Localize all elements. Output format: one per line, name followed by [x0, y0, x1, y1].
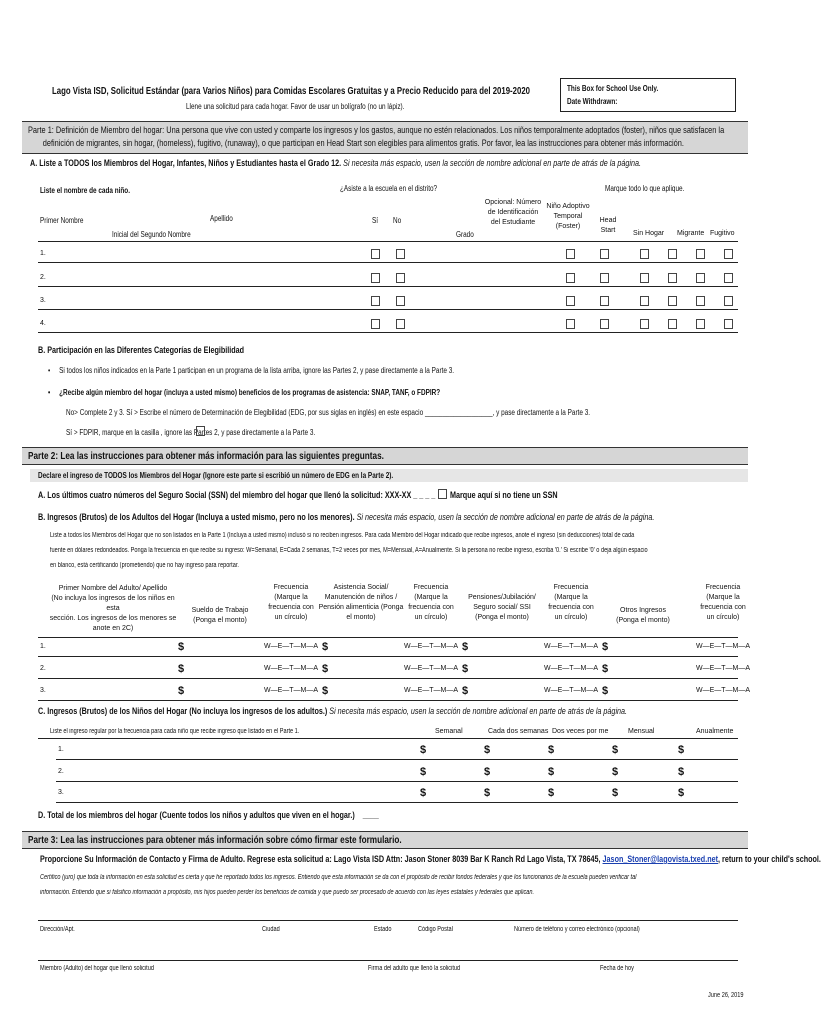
dollar-sign: $ [420, 766, 427, 778]
part1-a-title: A. Liste a TODOS los Miembros del Hogar, Infantes, Niños y Estudiantes hasta el Grado 12. Si necesita más espacio, usen la sección de nombre adicional en parte de atrás de la página. [30, 158, 641, 168]
dollar-sign: $ [602, 663, 609, 675]
adult-row-line [38, 656, 738, 657]
state-label: Estado [374, 926, 392, 933]
child-row-checkbox[interactable] [724, 319, 733, 329]
child-row-number: 4. [40, 320, 46, 327]
frequency-col-line: Frecuencia [413, 584, 449, 591]
contact-email-link[interactable]: Jason_Stoner@lagovista.txed.net [602, 854, 719, 864]
part1-b-bullet2: • ¿Recibe algún miembro del hogar (incluya a usted mismo) beneficios de los programas de asistencia: SNAP, TANF, o FDPIR? [48, 388, 441, 397]
adult-row-line [38, 678, 738, 679]
dollar-sign: $ [462, 641, 469, 653]
form-title: Lago Vista ISD, Solicitud Estándar (para Varios Niños) para Comidas Escolares Gratuitas y a Precio Reducido para del 2019-2020 [52, 86, 531, 97]
pension-col: Pensiones/Jubilación/ Seguro social/ SSI (Ponga el monto) [468, 594, 536, 621]
part2-b-title: B. Ingresos (Brutos) de los Adultos del Hogar (Incluya a usted mismo, pero no los menores). Si necesita más espacio, usen la sección de nombre adicional en parte de atrás de la página. [38, 512, 655, 522]
certify-1: Certifico (juro) que toda la información en esta solicitud es cierta y que he reportado todos los ingresos. Entiendo que esta información se da con el propósito de recibir fondos federales y que los funcionarios de la escuela pueden verificar tal [40, 874, 637, 881]
frequency-col-line: (Marque la [554, 594, 588, 601]
contact-line: Proporcione Su Información de Contacto y Firma de Adulto. Regrese esta solicitud a: Lago Vista ISD Attn: Jason Stoner 8039 Bar K Ranch Rd Lago Vista, TX 78645, Jason_Stoner@lagovista.txed.net, return to your child's school. [40, 854, 821, 864]
zip-label: Código Postal [418, 926, 453, 933]
part1-b-text1: Si todos los niños indicados en la Parte 1 participan en un programa de la lista arriba, ignore las Partes 2, y pase directamente a la Parte 3. [59, 366, 455, 375]
child-row-number: 1. [40, 250, 46, 257]
adult-row-line [38, 700, 738, 701]
child-row-checkbox[interactable] [668, 296, 677, 306]
salary-col: Sueldo de Trabajo (Ponga el monto) [191, 607, 249, 624]
dollar-sign: $ [178, 641, 185, 653]
child-row-checkbox[interactable] [600, 296, 609, 306]
child-row-checkbox[interactable] [640, 273, 649, 283]
child-row-line [38, 262, 738, 263]
child-row-checkbox[interactable] [668, 319, 677, 329]
dollar-sign: $ [612, 766, 619, 778]
dollar-sign: $ [322, 641, 329, 653]
dollar-sign: $ [548, 744, 555, 756]
signature-label: Firma del adulto que llenó la solicitud [368, 965, 461, 972]
dollar-sign: $ [322, 663, 329, 675]
adult-name-col: Primer Nombre del Adulto/ Apellido (No incluya los ingresos de los niños en esta sección. Los ingresos de los menores se anote en 2C) [49, 585, 177, 632]
support-col: Asistencia Social/ Manutención de niños / Pensión alimenticia (Ponga el monto) [318, 584, 404, 621]
today-date-label: Fecha de hoy [600, 965, 634, 972]
b-instr-1: Liste a todos los Miembros del Hogar que no son listados en la Parte 1 (Incluya a usted mismo) inclusó si no reciben ingresos. Para cada Miembro del Hogar indicado que recibe ingresos, anote el ingreso (sin deducciones) total de cada [50, 532, 635, 539]
frequency-col-line: un círculo) [274, 614, 308, 621]
frequency-col-line: Frecuencia [273, 584, 309, 591]
dollar-sign: $ [462, 685, 469, 697]
dollar-sign: $ [612, 744, 619, 756]
migrant-col: Migrante [677, 230, 705, 237]
child-row-checkbox[interactable] [600, 319, 609, 329]
dollar-sign: $ [612, 787, 619, 799]
child-row-checkbox[interactable] [371, 273, 380, 283]
dollar-sign: $ [484, 766, 491, 778]
no-ssn-checkbox[interactable] [438, 489, 447, 499]
frequency-col-line: frecuencia con [548, 604, 594, 611]
declare-text: Declare el ingreso de TODOS los Miembros del Hogar (Ignore este parte si escribió un número de EDG en la Parte 2). [38, 471, 394, 480]
child-income-col: Semanal [435, 728, 463, 735]
ssn-label: A. Los últimos cuatro números del Seguro Social (SSN) del miembro del hogar que llenó la solicitud: XXX-XX _ _ _ _ [38, 490, 436, 500]
child-row-checkbox[interactable] [724, 249, 733, 259]
part3-heading-text: Parte 3: Lea las instrucciones para obtener más información sobre cómo firmar este formulario. [28, 835, 402, 846]
child-row-checkbox[interactable] [371, 319, 380, 329]
frequency-options[interactable]: W—E—T—M—A [403, 643, 459, 650]
dollar-sign: $ [678, 787, 685, 799]
school-use-label: This Box for School Use Only. [567, 84, 659, 93]
runaway-col: Fugitivo [710, 230, 735, 237]
child-income-row-line [56, 781, 738, 782]
b-instr-2: fuente en dólares redondeados. Ponga la frecuencia en que recibe su ingreso: W=Semanal, E=Cada 2 semanas, T=2 veces por mes, M=Mensual, A=Anualmente. Si la persona no recibe ingreso, escriba '0.' Si escribe '0' o deja algún espacio [50, 547, 648, 554]
child-row-checkbox[interactable] [640, 249, 649, 259]
frequency-options[interactable]: W—E—T—M—A [695, 665, 751, 672]
dollar-sign: $ [484, 744, 491, 756]
part1-b-text2: ¿Recibe algún miembro del hogar (incluya a usted mismo) beneficios de los programas de asistencia: SNAP, TANF, o FDPIR? [59, 388, 441, 397]
frequency-col-line: un círculo) [414, 614, 448, 621]
child-income-row-number: 3. [58, 789, 64, 796]
mark-all-label: Marque todo lo que aplique. [605, 184, 685, 193]
child-income-row-line [56, 759, 738, 760]
part1-heading-line2: definición de migrantes, sin hogar, (homeless), fugitivo, (runaway), o que participan en Head Start son elegibles para alimentos gratis. Por favor, lea las instrucciones para obtener más información. [42, 138, 684, 148]
frequency-col-header [540, 583, 602, 623]
dollar-sign: $ [178, 663, 185, 675]
frequency-col-line: frecuencia con [268, 604, 314, 611]
frequency-options[interactable]: W—E—T—M—A [543, 643, 599, 650]
school-yes-col: Sí [372, 216, 379, 225]
child-row-checkbox[interactable] [668, 273, 677, 283]
frequency-options[interactable]: W—E—T—M—A [695, 687, 751, 694]
school-use-box [560, 78, 736, 112]
part2-heading-text: Parte 2: Lea las instrucciones para obtener más información para las siguientes preguntas. [28, 451, 384, 462]
frequency-options[interactable]: W—E—T—M—A [543, 687, 599, 694]
dollar-sign: $ [178, 685, 185, 697]
middle-initial-col: Inicial del Segundo Nombre [112, 230, 191, 239]
part1-b-bullet1: • Si todos los niños indicados en la Parte 1 participan en un programa de la lista arriba, ignore las Partes 2, y pase directamente a la Parte 3. [48, 366, 455, 375]
member-sign-label: Miembro (Adulto) del hogar que llenó solicitud [40, 965, 154, 972]
dollar-sign: $ [548, 766, 555, 778]
first-name-col: Primer Nombre [40, 216, 84, 225]
child-row-checkbox[interactable] [696, 319, 705, 329]
part1-b-title: B. Participación en las Diferentes Categorías de Elegibilidad [38, 345, 245, 355]
frequency-options[interactable]: W—E—T—M—A [263, 643, 319, 650]
part1-b-line4: Sí > FDPIR, marque en la casilla , ignore las Partes 2, y pase directamente a la Parte 3. [66, 428, 316, 437]
last-name-col: Apellido [210, 214, 233, 223]
phone-label: Número de teléfono y correo electrónico (opcional) [514, 926, 640, 933]
child-row-checkbox[interactable] [696, 273, 705, 283]
date-withdrawn-label: Date Withdrawn: [567, 97, 618, 106]
c-instr: Liste el ingreso regular por la frecuencia para cada niño que recibe ingreso que listado en el Parte 1. [50, 728, 300, 735]
school-no-col: No [393, 216, 402, 225]
school-question: ¿Asiste a la escuela en el distrito? [340, 184, 438, 193]
dollar-sign: $ [420, 787, 427, 799]
child-row-checkbox[interactable] [396, 249, 405, 259]
child-income-col: Anualmente [696, 728, 734, 735]
child-row-checkbox[interactable] [668, 249, 677, 259]
child-income-col: Dos veces por me [552, 728, 609, 735]
foster-col: Niño Adoptivo Temporal (Foster) [546, 203, 590, 230]
adult-row-number: 3. [40, 687, 46, 694]
child-income-row-number: 2. [58, 768, 64, 775]
frequency-options[interactable]: W—E—T—M—A [695, 643, 751, 650]
frequency-options[interactable]: W—E—T—M—A [543, 665, 599, 672]
child-row-line [38, 332, 738, 333]
grade-col: Grado [456, 230, 474, 239]
child-row-checkbox[interactable] [724, 296, 733, 306]
child-income-row-line [56, 802, 738, 803]
child-row-checkbox[interactable] [696, 296, 705, 306]
frequency-options[interactable]: W—E—T—M—A [263, 665, 319, 672]
frequency-options[interactable]: W—E—T—M—A [403, 665, 459, 672]
part2-heading [22, 447, 748, 465]
part1-heading-line1: Parte 1: Definición de Miembro del hogar: Una persona que vive con usted y comparte los ingresos y los gastos, aunque no estén relacionados. Los niños temporalmente adoptados (foster), niños que satisfacen la [28, 125, 725, 135]
list-name-label: Liste el nombre de cada niño. [40, 186, 130, 195]
other-income-col: Otros Ingresos (Ponga el monto) [616, 607, 670, 624]
child-row-number: 3. [40, 297, 46, 304]
child-row-line [38, 309, 738, 310]
dollar-sign: $ [678, 766, 685, 778]
child-row-line [38, 286, 738, 287]
certify-2: información. Entiendo que si falsifico información a propósito, mis hijos pueden perder los beneficios de comida y que puedo ser procesado de acuerdo con las leyes estatales y federales que aplican. [40, 889, 535, 896]
frequency-col-line: Frecuencia [705, 584, 741, 591]
b-instr-3: en blanco, está certificando (prometiendo) que no hay ingreso para reportar. [50, 562, 239, 569]
frequency-col-line: un círculo) [706, 614, 740, 621]
part1-b-line3: No> Complete 2 y 3. Sí > Escribe el número de Determinación de Elegibilidad (EDG, por sus siglas en inglés) en este espacio ___________________, y pase directamente a la Parte 3. [66, 408, 591, 417]
child-income-col: Mensual [628, 728, 655, 735]
frequency-col-line: Frecuencia [553, 584, 589, 591]
frequency-col-line: (Marque la [274, 594, 308, 601]
child-row-checkbox[interactable] [724, 273, 733, 283]
ssn-line [38, 490, 435, 500]
child-row-checkbox[interactable] [696, 249, 705, 259]
child-row-checkbox[interactable] [396, 273, 405, 283]
homeless-col: Sin Hogar [633, 230, 665, 237]
part3-heading [22, 831, 748, 849]
adult-row-number: 1. [40, 643, 46, 650]
dollar-sign: $ [322, 685, 329, 697]
child-row-checkbox[interactable] [396, 319, 405, 329]
footer-date: June 26, 2019 [708, 992, 744, 999]
city-label: Ciudad [262, 926, 280, 933]
dollar-sign: $ [602, 685, 609, 697]
dollar-sign: $ [484, 787, 491, 799]
child-row-checkbox[interactable] [371, 296, 380, 306]
address-label: Dirección/Apt. [40, 926, 75, 933]
frequency-col-line: frecuencia con [700, 604, 746, 611]
fdpir-checkbox[interactable] [196, 426, 205, 436]
frequency-options[interactable]: W—E—T—M—A [403, 687, 459, 694]
form-subtitle: Llene una solicitud para cada hogar. Favor de usar un bolígrafo (no un lápiz). [186, 102, 405, 111]
child-row-checkbox[interactable] [640, 296, 649, 306]
child-income-row-number: 1. [58, 746, 64, 753]
child-row-checkbox[interactable] [566, 273, 575, 283]
frequency-options[interactable]: W—E—T—M—A [263, 687, 319, 694]
frequency-col-header [260, 583, 322, 623]
child-row-checkbox[interactable] [600, 273, 609, 283]
dollar-sign: $ [678, 744, 685, 756]
frequency-col-line: (Marque la [706, 594, 740, 601]
child-row-number: 2. [40, 274, 46, 281]
part1-heading [22, 121, 748, 154]
adult-row-number: 2. [40, 665, 46, 672]
household-total-blank[interactable]: ____ [362, 810, 379, 820]
frequency-col-line: (Marque la [414, 594, 448, 601]
child-row-checkbox[interactable] [566, 296, 575, 306]
frequency-col-header [692, 583, 754, 623]
dollar-sign: $ [462, 663, 469, 675]
child-row-checkbox[interactable] [371, 249, 380, 259]
child-income-col: Cada dos semanas [488, 728, 549, 735]
child-row-checkbox[interactable] [396, 296, 405, 306]
child-row-checkbox[interactable] [600, 249, 609, 259]
dollar-sign: $ [548, 787, 555, 799]
frequency-col-line: un círculo) [554, 614, 588, 621]
part2-c-title: C. Ingresos (Brutos) de los Niños del Hogar (No incluya los ingresos de los adultos.) Si necesita más espacio, usen la sección de nombre adicional en parte de atrás de la página. [38, 706, 628, 716]
no-ssn-label: Marque aquí si no tiene un SSN [450, 490, 558, 500]
household-total-line: D. Total de los miembros del hogar (Cuente todos los niños y adultos que viven en el hogar.) ____ [38, 810, 379, 820]
child-row-checkbox[interactable] [566, 319, 575, 329]
frequency-col-header [400, 583, 462, 623]
head-start-col: Head Start [599, 217, 617, 234]
dollar-sign: $ [420, 744, 427, 756]
child-row-checkbox[interactable] [566, 249, 575, 259]
frequency-col-line: frecuencia con [408, 604, 454, 611]
dollar-sign: $ [602, 641, 609, 653]
child-row-checkbox[interactable] [640, 319, 649, 329]
student-id-col: Opcional: Número de Identificación del Estudiante [484, 199, 542, 226]
